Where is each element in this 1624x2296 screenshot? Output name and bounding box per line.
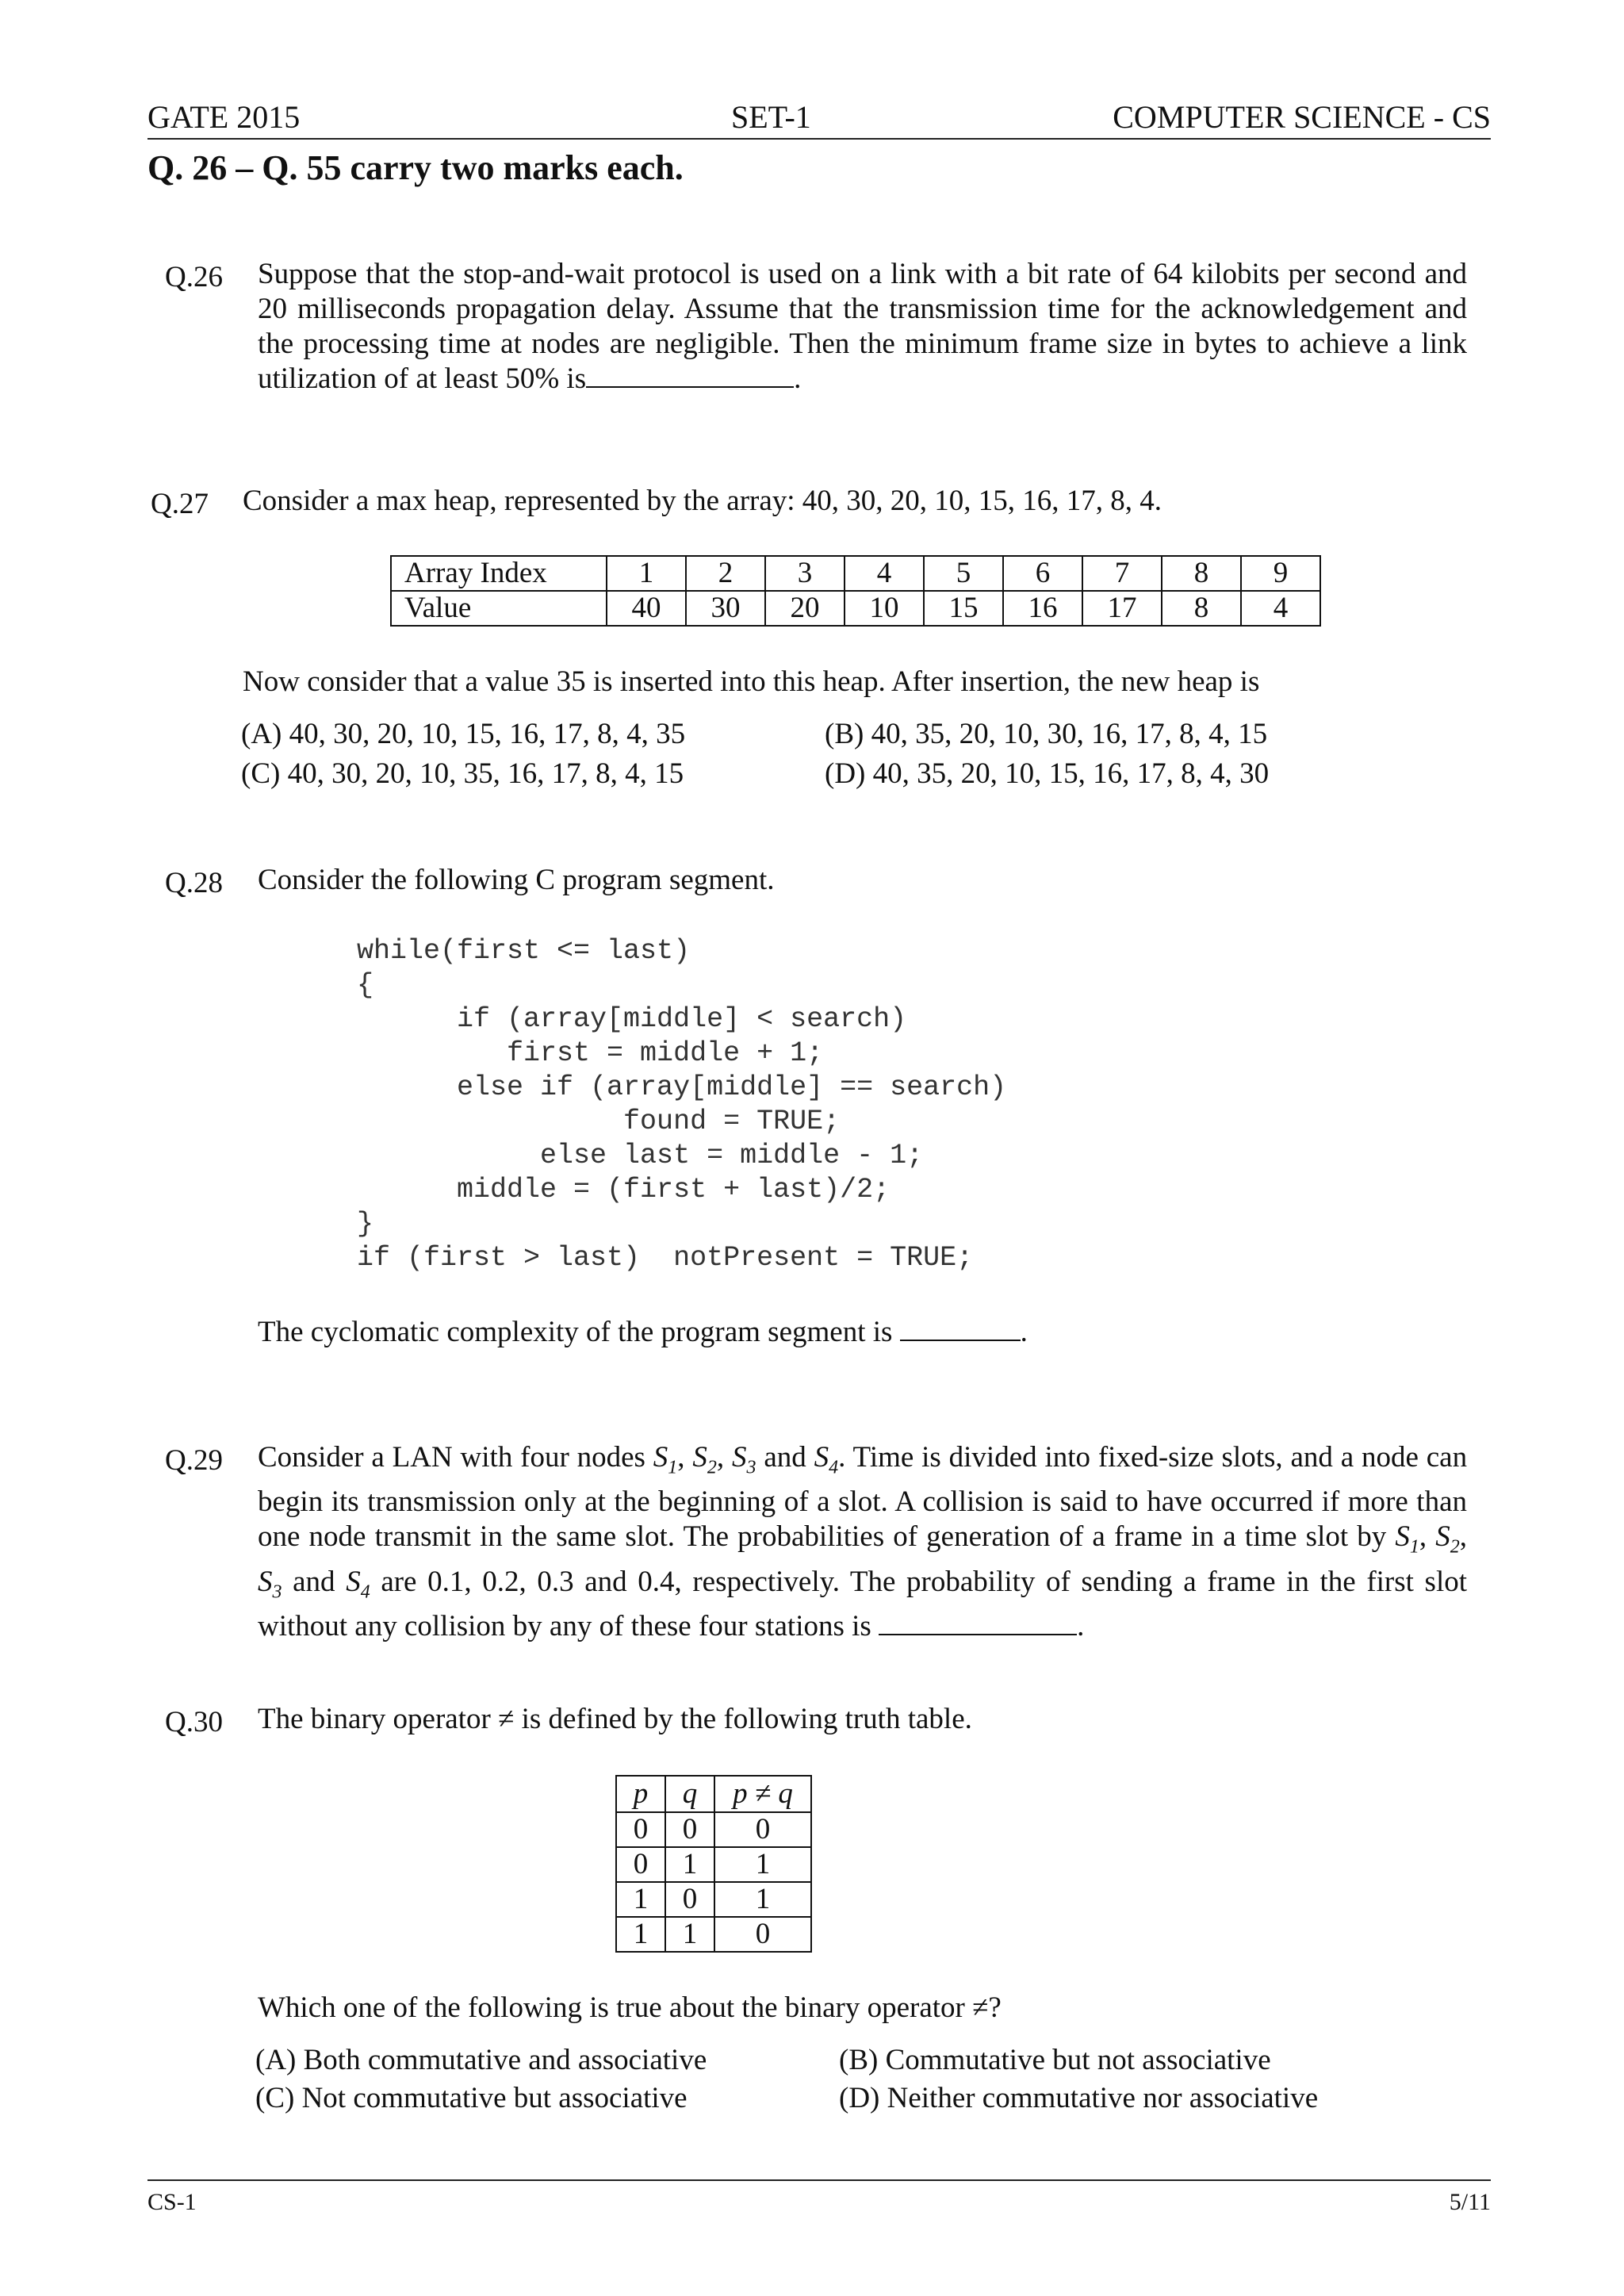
truth-cell: 1 bbox=[714, 1847, 811, 1882]
footer-paper-code: CS-1 bbox=[147, 2189, 197, 2215]
heap-value-label: Value bbox=[391, 591, 607, 626]
q27-option-d: (D) 40, 35, 20, 10, 15, 16, 17, 8, 4, 30 bbox=[825, 757, 1270, 790]
q29-text-3: . Time is divided into fixed-size slots, and a node can begin its transmission only at the beginning of a slot. A collision is said to have occurred if more than one node transmit in the same slot. The probabilities of generation of a frame in a time slot by bbox=[258, 1441, 1468, 1554]
q29-text-2: and bbox=[764, 1441, 806, 1474]
q29-s: S bbox=[1395, 1520, 1410, 1554]
q26-number: Q.26 bbox=[165, 261, 223, 293]
q29-s: S bbox=[346, 1565, 361, 1598]
q26-text: Suppose that the stop-and-wait protocol is used on a link with a bit rate of 64 kilobits per second and 20 milliseconds propagation delay. Assume that the transmission time for the acknowledgement and the processing time at nodes are negligible. Then the minimum frame size in bytes to achieve a link utilization of at least 50% is . bbox=[258, 258, 1467, 395]
heap-index-cell: 2 bbox=[686, 556, 765, 591]
heap-value-cell: 15 bbox=[924, 591, 1003, 626]
q29-node-s1b bbox=[1395, 1520, 1419, 1558]
q29-node-s3b bbox=[258, 1565, 282, 1603]
header-subject: COMPUTER SCIENCE - CS bbox=[1113, 99, 1491, 135]
heap-value-cell: 16 bbox=[1003, 591, 1082, 626]
heap-index-label: Array Index bbox=[391, 556, 607, 591]
q29-sub: 3 bbox=[746, 1457, 756, 1478]
truth-header-q: q bbox=[665, 1776, 714, 1812]
q28-answer-blank bbox=[900, 1316, 1021, 1341]
q30-option-c: (C) Not commutative but associative bbox=[255, 2082, 688, 2114]
q30-number: Q.30 bbox=[165, 1706, 223, 1738]
q29-node-s2 bbox=[692, 1441, 717, 1478]
q29-text: Consider a LAN with four nodes $S_1$, $S_2$, $S_3$ and $S_4$. Time is divided into fixed-size slots, and a node can begin its transmission only at the beginning of a slot. A collision is said to have occurred if more than one node transmit in the same slot. The probabilities of generation of a frame in a time slot by $S_1$, $S_2$, $S_3$ and $S_4$ are 0.1, 0.2, 0.3 and 0.4, respectively. The probability of sending a frame in the first slot without any collision by any of these four stations is . bbox=[258, 1441, 1468, 1643]
q30-option-d: (D) Neither commutative nor associative bbox=[839, 2082, 1319, 2114]
footer-page-number: 5/11 bbox=[1449, 2189, 1491, 2215]
q29-text-1: Consider a LAN with four nodes bbox=[258, 1441, 645, 1474]
heap-value-cell: 8 bbox=[1162, 591, 1241, 626]
heap-index-cell: 4 bbox=[845, 556, 924, 591]
q29-sub: 2 bbox=[707, 1457, 717, 1478]
q29-answer-blank bbox=[879, 1610, 1077, 1635]
heap-value-cell: 10 bbox=[845, 591, 924, 626]
truth-cell: 1 bbox=[616, 1882, 665, 1917]
truth-cell: 0 bbox=[665, 1812, 714, 1847]
q28-text: Consider the following C program segment. bbox=[258, 864, 775, 896]
heap-index-cell: 5 bbox=[924, 556, 1003, 591]
heap-value-cell: 20 bbox=[765, 591, 845, 626]
heap-table bbox=[390, 555, 1321, 627]
header-set: SET-1 bbox=[731, 99, 811, 135]
q28-code-block: while(first <= last) { if (array[middle] < search) first = middle + 1; else if (array[middle] == search) found = TRUE; else last = middle - 1; middle = (first + last)/2; } if (first > last) notPresent = TRUE; bbox=[357, 935, 1007, 1274]
truth-table-row bbox=[616, 1847, 811, 1882]
truth-table-header bbox=[616, 1776, 811, 1812]
header-rule bbox=[147, 138, 1491, 140]
heap-value-cell: 17 bbox=[1082, 591, 1162, 626]
heap-index-cell: 7 bbox=[1082, 556, 1162, 591]
truth-cell: 0 bbox=[714, 1917, 811, 1952]
q29-sub: 1 bbox=[668, 1457, 678, 1478]
truth-table-row bbox=[616, 1917, 811, 1952]
truth-table-row bbox=[616, 1812, 811, 1847]
truth-cell: 0 bbox=[665, 1882, 714, 1917]
q30-question: Which one of the following is true about the binary operator ≠? bbox=[258, 1991, 1002, 2024]
q29-node-s3 bbox=[731, 1441, 756, 1478]
heap-index-cell: 3 bbox=[765, 556, 845, 591]
q28-after-body: The cyclomatic complexity of the program segment is bbox=[258, 1316, 893, 1348]
q27-text: Consider a max heap, represented by the array: 40, 30, 20, 10, 15, 16, 17, 8, 4. bbox=[243, 485, 1162, 517]
q27-option-a: (A) 40, 30, 20, 10, 15, 16, 17, 8, 4, 35 bbox=[241, 718, 686, 750]
q29-sub: 2 bbox=[1450, 1536, 1460, 1558]
heap-value-row bbox=[391, 591, 1320, 626]
section-title: Q. 26 – Q. 55 carry two marks each. bbox=[147, 148, 684, 187]
q29-node-s4b bbox=[346, 1565, 370, 1603]
truth-cell: 1 bbox=[714, 1882, 811, 1917]
truth-cell: 0 bbox=[616, 1847, 665, 1882]
q27-option-b: (B) 40, 35, 20, 10, 30, 16, 17, 8, 4, 15 bbox=[825, 718, 1268, 750]
truth-cell: 1 bbox=[665, 1917, 714, 1952]
truth-cell: 0 bbox=[714, 1812, 811, 1847]
q29-node-s2b bbox=[1435, 1520, 1460, 1558]
q29-number: Q.29 bbox=[165, 1444, 223, 1477]
footer-rule bbox=[147, 2179, 1491, 2181]
q27-number: Q.27 bbox=[151, 488, 209, 520]
heap-index-row bbox=[391, 556, 1320, 591]
heap-index-cell: 6 bbox=[1003, 556, 1082, 591]
truth-cell: 0 bbox=[616, 1812, 665, 1847]
q29-s: S bbox=[814, 1441, 829, 1474]
q29-sub: 1 bbox=[1409, 1536, 1419, 1558]
q29-sub: 4 bbox=[360, 1581, 370, 1603]
q27-after-text: Now consider that a value 35 is inserted into this heap. After insertion, the new heap is bbox=[243, 665, 1260, 698]
truth-cell: 1 bbox=[616, 1917, 665, 1952]
q30-option-a: (A) Both commutative and associative bbox=[255, 2044, 707, 2076]
truth-table-row bbox=[616, 1882, 811, 1917]
q30-option-b: (B) Commutative but not associative bbox=[839, 2044, 1271, 2076]
q26-answer-blank bbox=[586, 362, 794, 388]
heap-index-cell: 9 bbox=[1241, 556, 1320, 591]
q29-sub: 3 bbox=[272, 1581, 282, 1603]
q27-option-c: (C) 40, 30, 20, 10, 35, 16, 17, 8, 4, 15 bbox=[241, 757, 684, 790]
truth-cell: 1 bbox=[665, 1847, 714, 1882]
heap-index-cell: 1 bbox=[607, 556, 686, 591]
q29-node-s1 bbox=[653, 1441, 678, 1478]
q28-after-text: The cyclomatic complexity of the program segment is . bbox=[258, 1316, 1028, 1348]
heap-value-cell: 4 bbox=[1241, 591, 1320, 626]
truth-header-result: p ≠ q bbox=[714, 1776, 811, 1812]
heap-index-cell: 8 bbox=[1162, 556, 1241, 591]
q30-text: The binary operator ≠ is defined by the following truth table. bbox=[258, 1703, 972, 1735]
q28-number: Q.28 bbox=[165, 867, 223, 899]
q29-s: S bbox=[258, 1565, 273, 1598]
q29-s: S bbox=[692, 1441, 707, 1474]
heap-value-cell: 30 bbox=[686, 591, 765, 626]
q29-text-4: and bbox=[293, 1565, 335, 1598]
q29-node-s4 bbox=[814, 1441, 839, 1478]
heap-value-cell: 40 bbox=[607, 591, 686, 626]
q29-s: S bbox=[653, 1441, 668, 1474]
truth-table bbox=[615, 1775, 812, 1953]
q26-body: Suppose that the stop-and-wait protocol is used on a link with a bit rate of 64 kilobits per second and 20 milliseconds propagation delay. Assume that the transmission time for the acknowledgement and the processing time at nodes are negligible. Then the minimum frame size in bytes to achieve a link utilization of at least 50% is bbox=[258, 258, 1467, 395]
q29-text-5: are 0.1, 0.2, 0.3 and 0.4, respectively. The probability of sending a frame in the first slot without any collision by any of these four stations is bbox=[258, 1565, 1468, 1643]
q29-s: S bbox=[731, 1441, 747, 1474]
truth-header-p: p bbox=[616, 1776, 665, 1812]
header-exam: GATE 2015 bbox=[147, 99, 301, 135]
q29-sub: 4 bbox=[829, 1457, 839, 1478]
q29-s: S bbox=[1435, 1520, 1450, 1554]
